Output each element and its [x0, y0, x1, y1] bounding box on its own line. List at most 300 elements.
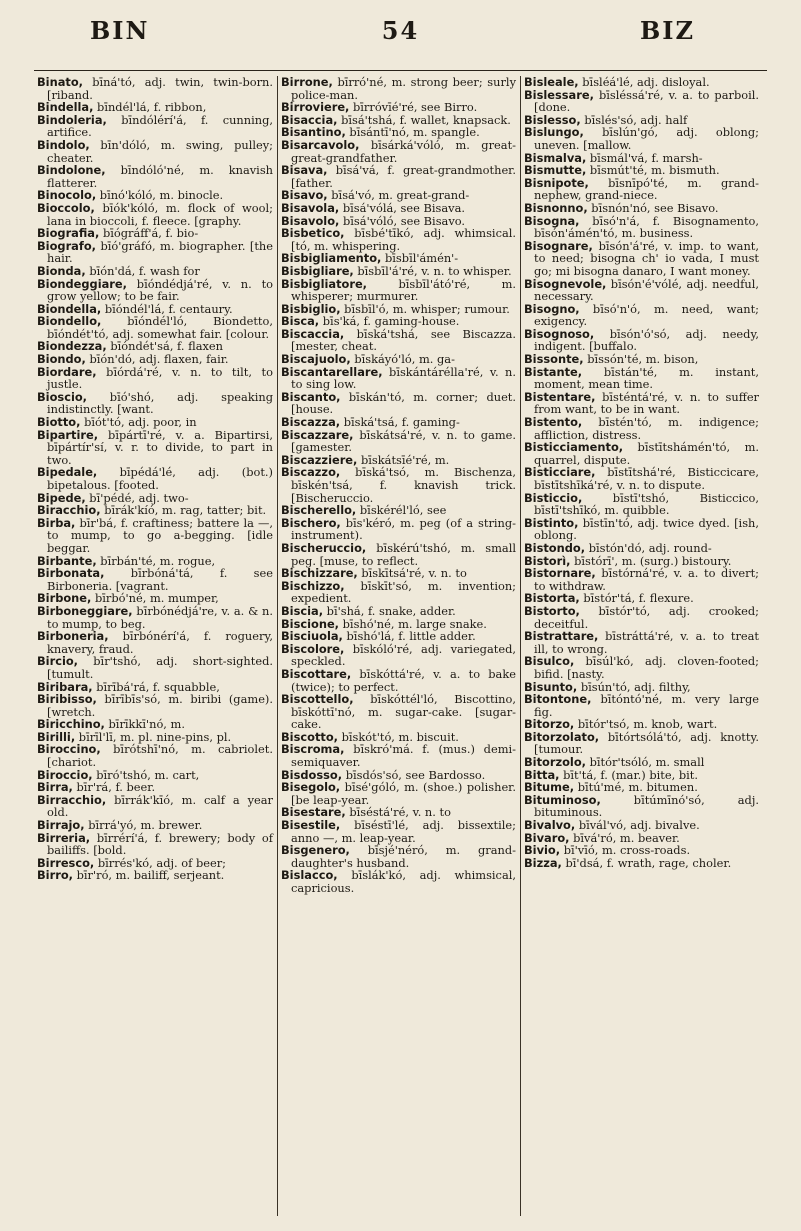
- dictionary-entry: [524, 278, 759, 303]
- entry-headword: Birbonata,: [37, 566, 105, 581]
- entry-definition: bītór'tsóló, m. small: [589, 755, 705, 770]
- entry-definition: bīskītsá'ré, v. n. to: [361, 566, 467, 581]
- entry-definition: bīskóttá'ré, v. a. to bake (twice); to perfect.: [291, 666, 516, 694]
- dictionary-entry: [524, 517, 759, 542]
- dictionary-entry: [281, 580, 516, 605]
- dictionary-entry: [524, 693, 759, 718]
- dictionary-entry: [281, 164, 516, 189]
- dictionary-entry: [524, 466, 759, 491]
- entry-headword: Biscanto,: [281, 389, 341, 404]
- entry-headword: Biscione,: [281, 616, 340, 631]
- entry-definition: bīsé'góló, m. (shoe.) polisher. [be leap-year.: [291, 780, 516, 807]
- entry-definition: bīnó'kóló, m. binocle.: [99, 188, 224, 203]
- entry-definition: bīndólérí'á, f. cunning, artifice.: [47, 112, 274, 140]
- entry-definition: bīná'tó, adj. twin, twin-born. [riband.: [47, 76, 274, 102]
- entry-definition: bīóndél'lá, f. centaury.: [104, 301, 233, 316]
- entry-definition: bīsléssá'ré, v. a. to parboil. [done.: [534, 87, 760, 115]
- entry-definition: bīrrérí'á, f. brewery; body of bailiffs. [bold.: [47, 830, 273, 858]
- entry-headword: Bivaro,: [524, 830, 570, 845]
- dictionary-entry: [524, 605, 759, 630]
- entry-definition: bīstán'té, m. instant, moment, mean time.: [534, 364, 759, 392]
- entry-headword: Birrone,: [281, 76, 333, 89]
- entry-headword: Biscottello,: [281, 692, 354, 707]
- entry-headword: Bitorzolo,: [524, 755, 586, 770]
- dictionary-entry: [281, 366, 516, 391]
- entry-headword: Bisaccia,: [281, 112, 338, 127]
- entry-definition: bīskántárélla'ré, v. n. to sing low.: [291, 364, 516, 392]
- entry-headword: Bistentare,: [524, 389, 596, 404]
- entry-definition: bīórdá'ré, v. n. to tilt, to justle.: [47, 364, 273, 392]
- dictionary-entry: [37, 278, 273, 303]
- entry-definition: bīséstá'ré, v. n. to: [349, 805, 451, 820]
- dictionary-entry: [524, 492, 759, 517]
- entry-headword: Bisbiglio,: [281, 301, 341, 316]
- entry-definition: bīrbóná'tá, f. see Birboneria. [vagrant.: [47, 566, 273, 593]
- entry-definition: bīskóló'ré, adj. variegated, speckled.: [291, 641, 516, 669]
- dictionary-entry: [37, 429, 273, 467]
- entry-headword: Bindolo,: [37, 137, 90, 152]
- dictionary-entry: [281, 693, 516, 731]
- dictionary-entry: [524, 441, 759, 466]
- entry-definition: bīón'dá, f. wash for: [89, 263, 200, 278]
- entry-definition: bīsmál'vá, f. marsh-: [589, 150, 703, 165]
- column-1: [34, 76, 276, 1216]
- entry-definition: bīslák'kó, adj. whimsical, capricious.: [291, 868, 516, 895]
- entry-definition: bīská'tsá, f. gaming-: [343, 415, 460, 430]
- entry-definition: bīstón'dó, adj. round-: [588, 540, 712, 555]
- entry-headword: Bitontone,: [524, 692, 592, 707]
- entry-headword: Bislessare,: [524, 87, 594, 102]
- entry-headword: Binocolo,: [37, 188, 97, 203]
- dictionary-entry: [524, 366, 759, 391]
- dictionary-entry: [281, 429, 516, 454]
- entry-headword: Birba,: [37, 515, 76, 530]
- entry-headword: Bipede,: [37, 490, 86, 505]
- entry-headword: Birracchio,: [37, 792, 107, 807]
- entry-headword: Bisarcavolo,: [281, 137, 360, 152]
- entry-definition: bīsá'vólá, see Bisava.: [342, 200, 465, 215]
- entry-headword: Bisdosso,: [281, 767, 343, 782]
- entry-headword: Biscazziere,: [281, 452, 358, 467]
- entry-headword: Bizza,: [524, 855, 562, 870]
- entry-definition: bīpártī'ré, v. a. Bipartirsi, bīpártír'sí, v. r. to divide, to part in two.: [47, 427, 273, 467]
- entry-headword: Bisticciare,: [524, 465, 596, 480]
- entry-headword: Bircio,: [37, 654, 79, 669]
- dictionary-entry: [281, 517, 516, 542]
- dictionary-entry: [524, 328, 759, 353]
- entry-headword: Bisogna,: [524, 213, 580, 228]
- entry-headword: Bischerello,: [281, 503, 357, 518]
- entry-definition: bīrrés'kó, adj. of beer;: [97, 855, 227, 870]
- dictionary-entry: [524, 391, 759, 416]
- entry-headword: Bisava,: [281, 163, 328, 178]
- entry-headword: Bisognare,: [524, 238, 593, 253]
- entry-headword: Bisogno,: [524, 301, 580, 316]
- column-2: [277, 76, 519, 1216]
- entry-definition: bī'dsá, f. wrath, rage, choler.: [565, 855, 732, 870]
- entry-definition: bīstráttá'ré, v. a. to treat ill, to wrong.: [534, 629, 759, 656]
- entry-headword: Bismutte,: [524, 163, 587, 178]
- entry-definition: bīó'gráfó, m. biographer. [the hair.: [47, 238, 274, 266]
- entry-headword: Bituminoso,: [524, 792, 601, 807]
- entry-definition: bīsbīl'á'ré, v. n. to whisper.: [357, 263, 512, 278]
- entry-headword: Bionda,: [37, 263, 86, 278]
- entry-definition: bīskán'tó, m. corner; duet. [house.: [291, 389, 517, 417]
- entry-headword: Bisantino,: [281, 125, 346, 140]
- entry-definition: bītúmīnó'só, adj. bituminous.: [534, 792, 759, 820]
- entry-headword: Bisnonno,: [524, 200, 588, 215]
- dictionary-entry: [524, 126, 759, 151]
- entry-definition: bīstórná'ré, v. a. to divert; to withdraw.: [534, 566, 759, 593]
- entry-definition: bīsó'n'ó, m. need, want; exigency.: [534, 301, 759, 329]
- entry-headword: Bitta,: [524, 767, 560, 782]
- entry-definition: bīpédá'lé, adj. (bot.) bipetalous. [footed.: [47, 465, 273, 492]
- dictionary-entry: [37, 743, 273, 768]
- entry-definition: bī'shá, f. snake, adder.: [326, 603, 456, 618]
- entry-headword: Biografo,: [37, 238, 96, 253]
- entry-definition: bīsó'n'á, f. Bisognamento, bīsón'ámén'tó, m. business.: [534, 213, 759, 241]
- entry-headword: Bischero,: [281, 515, 341, 530]
- entry-definition: bīrák'kíó, m. rag, tatter; bit.: [104, 503, 267, 518]
- dictionary-entry: [281, 781, 516, 806]
- dictionary-entry: [281, 542, 516, 567]
- dictionary-entry: [37, 202, 273, 227]
- entry-headword: Biscazzare,: [281, 427, 354, 442]
- entry-headword: Biribara,: [37, 679, 93, 694]
- entry-headword: Bisgenero,: [281, 843, 350, 858]
- entry-definition: bīsún'tó, adj. filthy,: [580, 679, 691, 694]
- entry-headword: Bisciuola,: [281, 629, 343, 644]
- entry-headword: Bipartire,: [37, 427, 99, 442]
- entry-headword: Bioscio,: [37, 389, 88, 404]
- entry-definition: bīshó'lá, f. little adder.: [346, 629, 476, 644]
- entry-definition: bīr'bá, f. craftiness; battere la —, to mump, to go a-begging. [idle beggar.: [47, 515, 274, 555]
- entry-definition: bīská'tsó, m. Bischenza, bīskén'tsá, f. knavish trick. [Bischeruccio.: [291, 465, 517, 505]
- entry-headword: Binato,: [37, 76, 83, 89]
- entry-definition: bīt'tá, f. (mar.) bite, bit.: [563, 767, 698, 782]
- entry-definition: bīrīl'lī, m. pl. nine-pins, pl.: [78, 729, 232, 744]
- entry-headword: Bisbigliatore,: [281, 276, 368, 291]
- entry-headword: Bindella,: [37, 100, 94, 115]
- entry-headword: Biondezza,: [37, 339, 107, 354]
- entry-definition: bītór'tsó, m. knob, wart.: [577, 717, 718, 732]
- dictionary-entry: [281, 466, 516, 504]
- entry-headword: Biondello,: [37, 314, 102, 329]
- dictionary-entry: [281, 227, 516, 252]
- entry-definition: bīs'ká, f. gaming-house.: [322, 314, 460, 329]
- entry-definition: bīssón'té, m. bison,: [587, 352, 699, 367]
- entry-definition: bīr'tshó, adj. short-sighted. [tumult.: [47, 654, 273, 681]
- entry-headword: Bisestare,: [281, 805, 346, 820]
- dictionary-entry: [37, 391, 273, 416]
- dictionary-entry: [37, 693, 273, 718]
- entry-headword: Bindolone,: [37, 163, 106, 178]
- entry-headword: Biscroma,: [281, 742, 345, 757]
- entry-definition: bī'pédé, adj. two-: [89, 490, 189, 505]
- entry-headword: Bistondo,: [524, 540, 586, 555]
- entry-definition: bīrībīs'só, m. biribi (game). [wretch.: [47, 692, 273, 719]
- entry-headword: Bisbetico,: [281, 226, 345, 241]
- entry-headword: Birra,: [37, 780, 73, 795]
- header-right-guide-word: BIZ: [639, 16, 695, 45]
- entry-headword: Bistornare,: [524, 566, 596, 581]
- entry-headword: Biografia,: [37, 226, 100, 241]
- entry-headword: Bisavola,: [281, 200, 340, 215]
- entry-definition: bīót'tó, adj. poor, in: [84, 415, 197, 430]
- entry-headword: Bissonte,: [524, 352, 584, 367]
- entry-headword: Birbone,: [37, 591, 92, 606]
- dictionary-entry: [524, 794, 759, 819]
- entry-headword: Bisulco,: [524, 654, 575, 669]
- entry-headword: Bisnipote,: [524, 175, 589, 190]
- dictionary-entry: [524, 89, 759, 114]
- entry-definition: bīsón'ó'só, adj. needy, indigent. [buffalo.: [534, 326, 760, 354]
- dictionary-entry: [524, 731, 759, 756]
- entry-definition: bīstīn'tó, adj. twice dyed. [ish, oblong.: [534, 515, 759, 543]
- entry-definition: bīsúl'kó, adj. cloven-footed; bifid. [nasty.: [534, 654, 760, 681]
- entry-definition: bīsá'vá, f. great-grandmother. [father.: [291, 163, 516, 190]
- entry-headword: Bischizzare,: [281, 566, 358, 581]
- dictionary-entry: [281, 743, 516, 768]
- entry-definition: bīsbīl'ó, m. whisper; rumour.: [344, 301, 510, 316]
- entry-definition: bīsántī'nó, m. spangle.: [349, 125, 480, 140]
- dictionary-entry: [37, 567, 273, 592]
- entry-definition: bīskátsá'ré, v. n. to game. [gamester.: [291, 427, 516, 455]
- entry-definition: bīstītshá'ré, Bisticcicare, bīstītshīká'ré, v. n. to dispute.: [534, 465, 759, 492]
- entry-headword: Bitume,: [524, 780, 575, 795]
- dictionary-entry: [37, 832, 273, 857]
- entry-definition: bīsnīpó'té, m. grand-nephew, grand-niece.: [534, 175, 759, 203]
- entry-definition: bīstór'tó, adj. crooked; deceitful.: [534, 603, 760, 631]
- entry-headword: Bistorta,: [524, 591, 580, 606]
- entry-definition: bīvál'vó, adj. bivalve.: [578, 818, 700, 833]
- entry-headword: Bisunto,: [524, 679, 578, 694]
- entry-definition: bīrībá'rá, f. squabble,: [96, 679, 220, 694]
- entry-headword: Birro,: [37, 868, 73, 883]
- entry-definition: bīsón'á'ré, v. imp. to want, to need; bisogna ch' io vada, I must go; mi bisogna danaro, I want money.: [534, 238, 760, 278]
- entry-headword: Bislungo,: [524, 125, 584, 140]
- entry-definition: bīn'dóló, m. swing, pulley; cheater.: [47, 137, 273, 165]
- entry-definition: bīóndét'sá, f. flaxen: [110, 339, 224, 354]
- entry-definition: bīstórī', m. (surg.) bistoury.: [574, 553, 732, 568]
- entry-definition: bīrrá'yó, m. brewer.: [88, 818, 203, 833]
- column-3: [520, 76, 762, 1216]
- entry-headword: Bivalvo,: [524, 818, 576, 833]
- entry-definition: bīsbé'tīkó, adj. whimsical. [tó, m. whispering.: [291, 226, 517, 253]
- entry-definition: bīrbónérí'á, f. roguery, knavery, fraud.: [47, 629, 273, 656]
- entry-headword: Bistorì,: [524, 553, 571, 568]
- dictionary-entry: [524, 303, 759, 328]
- entry-headword: Bisavo,: [281, 188, 328, 203]
- entry-headword: Birboneria,: [37, 629, 109, 644]
- entry-definition: bīskérél'ló, see: [359, 503, 447, 518]
- entry-headword: Biscottare,: [281, 666, 352, 681]
- dictionary-entry: [37, 366, 273, 391]
- entry-definition: bīr'rá, f. beer.: [76, 780, 156, 795]
- entry-headword: Bislesso,: [524, 112, 581, 127]
- entry-definition: bīstén'tó, m. indigence; affliction, distress.: [534, 415, 759, 442]
- entry-definition: bīskīt'só, m. invention; expedient.: [291, 578, 517, 606]
- entry-headword: Bisognevole,: [524, 276, 607, 291]
- entry-definition: bīsmút'té, m. bismuth.: [589, 163, 720, 178]
- entry-definition: bīrbán'té, m. rogue,: [100, 553, 216, 568]
- entry-headword: Biroccio,: [37, 767, 93, 782]
- entry-headword: Birroviere,: [281, 100, 350, 115]
- entry-definition: bīská'tshá, see Biscazza. [mester, cheat.: [291, 326, 516, 354]
- dictionary-entry: [281, 328, 516, 353]
- entry-definition: bīslés'só, adj. half: [584, 112, 688, 127]
- entry-headword: Bitorzolato,: [524, 729, 600, 744]
- entry-definition: bīógráff'á, f. bio-: [102, 226, 199, 241]
- dictionary-entry: [37, 466, 273, 491]
- dictionary-entry: [37, 869, 273, 882]
- entry-definition: bīstītshámén'tó, m. quarrel, dispute.: [534, 440, 759, 467]
- entry-definition: bī'vīó, m. cross-roads.: [563, 843, 691, 858]
- entry-definition: bīsá'vóló, see Bisavo.: [343, 213, 466, 228]
- page-number: 54: [381, 16, 420, 45]
- header-left-guide-word: BIN: [90, 16, 150, 45]
- entry-definition: bīsbīl'ámén'-: [385, 251, 459, 266]
- entry-definition: bīskóttél'ló, Biscottino, bīskóttī'nó, m. sugar-cake. [sugar-cake.: [291, 692, 516, 732]
- dictionary-entry: [281, 391, 516, 416]
- entry-headword: Bisavolo,: [281, 213, 340, 228]
- entry-definition: bīvá'ró, m. beaver.: [573, 830, 680, 845]
- dictionary-entry: [281, 668, 516, 693]
- entry-headword: Biscia,: [281, 603, 324, 618]
- entry-columns: [34, 76, 762, 1216]
- entry-definition: bīrótshī'nó, m. cabriolet. [chariot.: [47, 742, 273, 770]
- entry-definition: bīók'kóló, m. flock of wool; lana in bioccoli, f. fleece. [graphy.: [47, 200, 274, 228]
- entry-headword: Bischizzo,: [281, 578, 345, 593]
- entry-definition: bīrbó'né, m. mumper,: [94, 591, 219, 606]
- entry-headword: Bistorto,: [524, 603, 580, 618]
- entry-definition: bīstór'tá, f. flexure.: [583, 591, 694, 606]
- entry-definition: bīsbīl'átó'ré, m. whisperer; murmurer.: [291, 276, 516, 304]
- entry-headword: Bitorzo,: [524, 717, 575, 732]
- entry-definition: bīskáyó'ló, m. ga-: [354, 352, 455, 367]
- entry-definition: bītú'mé, m. bitumen.: [577, 780, 698, 795]
- entry-headword: Biotto,: [37, 415, 81, 430]
- entry-headword: Birreria,: [37, 830, 91, 845]
- dictionary-entry: [37, 76, 273, 101]
- dictionary-entry: [524, 416, 759, 441]
- entry-headword: Biscantarellare,: [281, 364, 383, 379]
- entry-definition: bīrīkkī'nó, m.: [108, 717, 185, 732]
- entry-headword: Bivio,: [524, 843, 561, 858]
- entry-headword: Biondella,: [37, 301, 102, 316]
- entry-headword: Biscajuolo,: [281, 352, 351, 367]
- entry-definition: bīsjé'néró, m. grand-daughter's husband.: [291, 843, 516, 870]
- entry-headword: Biordare,: [37, 364, 97, 379]
- dictionary-entry: [281, 869, 516, 894]
- entry-headword: Biracchio,: [37, 503, 101, 518]
- entry-definition: bīr'ró, m. bailiff, serjeant.: [76, 868, 225, 883]
- entry-definition: bīskátsīé'ré, m.: [361, 452, 450, 467]
- entry-headword: Biscaccia,: [281, 326, 345, 341]
- dictionary-entry: [524, 857, 759, 870]
- header-rule: [34, 70, 767, 71]
- entry-definition: bīsá'vó, m. great-grand-: [331, 188, 470, 203]
- entry-definition: bīndél'lá, f. ribbon,: [97, 100, 207, 115]
- entry-headword: Birilli,: [37, 729, 76, 744]
- page-header: [34, 14, 767, 58]
- entry-headword: Bisestile,: [281, 818, 341, 833]
- entry-definition: bīón'dó, adj. flaxen, fair.: [89, 352, 229, 367]
- entry-definition: bīsárká'vóló, m. great-great-grandfather.: [291, 137, 516, 165]
- entry-headword: Bischeruccio,: [281, 540, 367, 555]
- entry-definition: bīrróvīé'ré, see Birro.: [353, 100, 478, 115]
- entry-definition: bīstī'tshó, Bisticcico, bīstī'tshīkó, m. quibble.: [534, 490, 759, 518]
- entry-headword: Birbante,: [37, 553, 97, 568]
- dictionary-entry: [37, 139, 273, 164]
- entry-headword: Bisbigliare,: [281, 263, 354, 278]
- entry-definition: bīndóló'né, m. knavish flatterer.: [47, 163, 274, 190]
- dictionary-entry: [37, 630, 273, 655]
- dictionary-entry: [37, 164, 273, 189]
- entry-definition: bīóndél'ló, Biondetto, bīóndét'tó, adj. somewhat fair. [colour.: [47, 314, 273, 341]
- entry-definition: bīsténtá'ré, v. n. to suffer from want, to be in want.: [534, 389, 760, 417]
- entry-headword: Bisbigliamento,: [281, 251, 382, 266]
- dictionary-entry: [281, 76, 516, 101]
- entry-headword: Birboneggiare,: [37, 603, 133, 618]
- dictionary-entry: [524, 567, 759, 592]
- entry-headword: Bipedale,: [37, 465, 98, 480]
- entry-headword: Bistrattare,: [524, 629, 599, 644]
- dictionary-entry: [281, 643, 516, 668]
- dictionary-entry: [37, 517, 273, 555]
- entry-definition: bīshó'né, m. large snake.: [342, 616, 487, 631]
- dictionary-entry: [281, 139, 516, 164]
- dictionary-entry: [524, 655, 759, 680]
- dictionary-entry: [37, 605, 273, 630]
- entry-headword: Birresco,: [37, 855, 95, 870]
- entry-headword: Biscazzo,: [281, 465, 341, 480]
- entry-definition: bīrró'né, m. strong beer; surly police-man.: [291, 76, 517, 102]
- entry-headword: Bisleale,: [524, 76, 579, 89]
- entry-definition: bīskró'má. f. (mus.) demi-semiquaver.: [291, 742, 516, 770]
- entry-definition: bīóndédjá'ré, v. n. to grow yellow; to be fair.: [47, 276, 274, 304]
- entry-definition: bīskérú'tshó, m. small peg. [muse, to reflect.: [291, 540, 516, 568]
- entry-definition: bīs'kéró, m. peg (of a string-instrument).: [291, 515, 517, 543]
- entry-headword: Biricchino,: [37, 717, 105, 732]
- dictionary-entry: [37, 240, 273, 265]
- dictionary-entry: [524, 215, 759, 240]
- entry-definition: bīskót'tó, m. biscuit.: [341, 729, 459, 744]
- entry-headword: Bioccolo,: [37, 200, 95, 215]
- entry-headword: Bistinto,: [524, 515, 579, 530]
- entry-definition: bīrbónédjá're, v. a. & n. to mump, to beg.: [47, 603, 273, 631]
- entry-headword: Biondeggiare,: [37, 276, 127, 291]
- entry-headword: Bismalva,: [524, 150, 587, 165]
- entry-headword: Bisticciamento,: [524, 440, 624, 455]
- entry-definition: bītórtsólá'tó, adj. knotty. [tumour.: [534, 729, 759, 757]
- entry-definition: bīslún'gó, adj. oblong; uneven. [mallow.: [534, 125, 760, 152]
- dictionary-entry: [281, 844, 516, 869]
- dictionary-entry: [524, 177, 759, 202]
- entry-headword: Biscazza,: [281, 415, 341, 430]
- entry-headword: Biribisso,: [37, 692, 97, 707]
- entry-definition: bīrrák'kīó, m. calf a year old.: [47, 792, 274, 820]
- entry-definition: bīsá'tshá, f. wallet, knapsack.: [341, 112, 511, 127]
- entry-definition: bīró'tshó, m. cart,: [96, 767, 200, 782]
- entry-headword: Bisognoso,: [524, 326, 595, 341]
- entry-headword: Biondo,: [37, 352, 86, 367]
- dictionary-entry: [281, 819, 516, 844]
- entry-headword: Bisticcio,: [524, 490, 583, 505]
- entry-headword: Birrajo,: [37, 818, 85, 833]
- entry-headword: Bisegolo,: [281, 780, 341, 795]
- entry-headword: Bistento,: [524, 415, 583, 430]
